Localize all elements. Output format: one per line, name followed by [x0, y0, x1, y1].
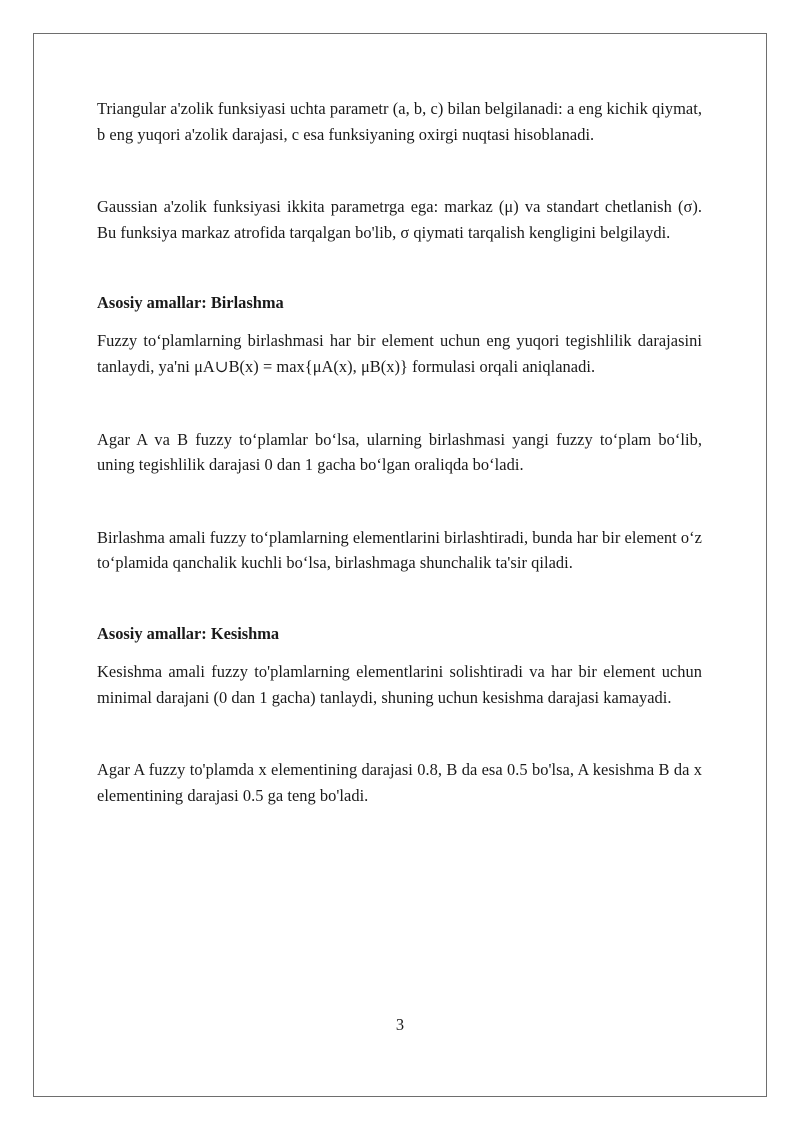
heading-union: Asosiy amallar: Birlashma	[97, 293, 284, 313]
paragraph-gaussian: Gaussian a'zolik funksiyasi ikkita parametrga ega: markaz (μ) va standart chetlanish (σ). Bu funksiya markaz atrofida tarqalgan bo'lib, σ qiymati tarqalish kengligini belgilaydi.	[97, 197, 702, 242]
paragraph-intersection-example: Agar A fuzzy to'plamda x elementining darajasi 0.8, B da esa 0.5 bo'lsa, A kesishma B da x elementining darajasi 0.5 ga teng bo'ladi.	[97, 760, 702, 805]
paragraph-triangular: Triangular a'zolik funksiyasi uchta parametr (a, b, c) bilan belgilanadi: a eng kichik qiymat, b eng yuqori a'zolik darajasi, c esa funksiyaning oxirgi nuqtasi hisoblanadi.	[97, 99, 702, 144]
heading-intersection: Asosiy amallar: Kesishma	[97, 623, 280, 643]
page-number: 3	[395, 1015, 405, 1034]
paragraph-union-definition: Fuzzy to‘plamlarning birlashmasi har bir element uchun eng yuqori tegishlilik darajasini tanlaydi, ya'ni μA∪B(x) = max{μA(x), μB(x)} formulasi orqali aniqlanadi.	[97, 331, 702, 376]
paragraph-union-example: Agar A va B fuzzy to‘plamlar bo‘lsa, ularning birlashmasi yangi fuzzy to‘plam bo‘lib, uning tegishlilik darajasi 0 dan 1 gacha bo‘lgan oraliqda bo‘ladi.	[97, 429, 702, 475]
paragraph-intersection-definition: Kesishma amali fuzzy to'plamlarning elementlarini solishtiradi va har bir element uchun minimal darajani (0 dan 1 gacha) tanlaydi, shuning uchun kesishma darajasi kamayadi.	[97, 661, 702, 707]
document-body	[97, 96, 702, 808]
paragraph-union-explanation: Birlashma amali fuzzy to‘plamlarning elementlarini birlashtiradi, bunda har bir element o‘z to‘plamida qanchalik kuchli bo‘lsa, birlashmaga shunchalik ta'sir qiladi.	[97, 527, 702, 573]
